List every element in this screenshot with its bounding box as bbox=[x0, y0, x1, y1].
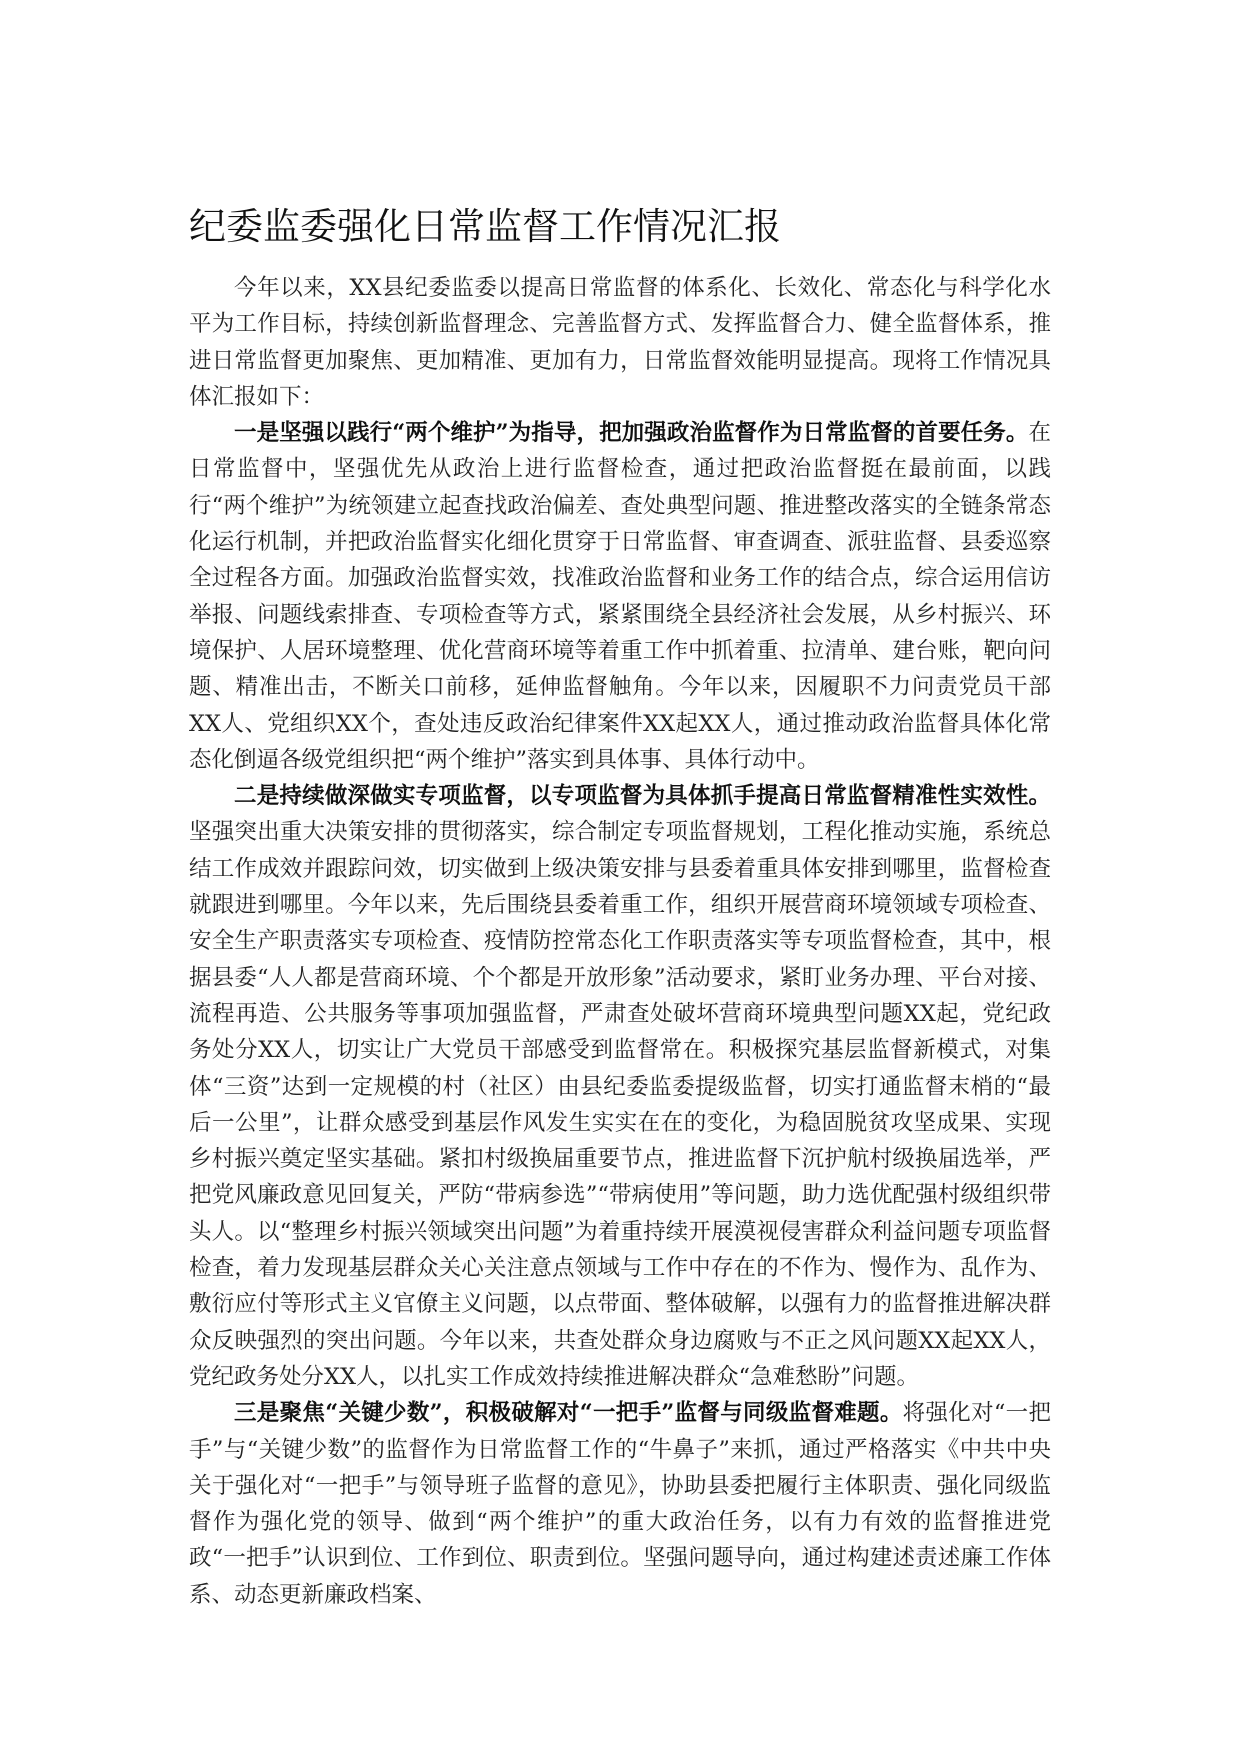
paragraph-lead: 三是聚焦“关键少数”，积极破解对“一把手”监督与同级监督难题。 bbox=[234, 1400, 903, 1427]
paragraph-lead: 二是持续做深做实专项监督，以专项监督为具体抓手提高日常监督精准性实效性。 bbox=[234, 783, 1051, 810]
paragraph-political-supervision bbox=[189, 415, 1051, 778]
paragraph-text: 今年以来，XX县纪委监委以提高日常监督的体系化、长效化、常态化与科学化水平为工作目标，持续创新监督理念、完善监督方式、发挥监督合力、健全监督体系，推进日常监督更加聚焦、更加精准、更加有力，日常监督效能明显提高。现将工作情况具体汇报如下： bbox=[189, 275, 1051, 410]
document-title: 纪委监委强化日常监督工作情况汇报 bbox=[189, 205, 781, 248]
paragraph-text: 在日常监督中，坚强优先从政治上进行监督检查，通过把政治监督挺在最前面，以践行“两个维护”为统领建立起查找政治偏差、查处典型问题、推进整改落实的全链条常态化运行机制，并把政治监督实化细化贯穿于日常监督、审查调查、派驻监督、县委巡察全过程各方面。加强政治监督实效，找准政治监督和业务工作的结合点，综合运用信访举报、问题线索排查、专项检查等方式，紧紧围绕全县经济社会发展，从乡村振兴、环境保护、人居环境整理、优化营商环境等着重工作中抓着重、拉清单、建台账，靶向问题、精准出击，不断关口前移，延伸监督触角。今年以来，因履职不力问责党员干部XX人、党组织XX个，查处违反政治纪律案件XX起XX人，通过推动政治监督具体化常态化倒逼各级党组织把“两个维护”落实到具体事、具体行动中。 bbox=[189, 420, 1051, 773]
paragraph-text: 坚强突出重大决策安排的贯彻落实，综合制定专项监督规划，工程化推动实施，系统总结工作成效并跟踪问效，切实做到上级决策安排与县委着重具体安排到哪里，监督检查就跟进到哪里。今年以来，先后围绕县委着重工作，组织开展营商环境领域专项检查、安全生产职责落实专项检查、疫情防控常态化工作职责落实等专项监督检查，其中，根据县委“人人都是营商环境、个个都是开放形象”活动要求，紧盯业务办理、平台对接、流程再造、公共服务等事项加强监督，严肃查处破坏营商环境典型问题XX起，党纪政务处分XX人，切实让广大党员干部感受到监督常在。积极探究基层监督新模式，对集体“三资”达到一定规模的村（社区）由县纪委监委提级监督，切实打通监督末梢的“最后一公里”，让群众感受到基层作风发生实实在在的变化，为稳固脱贫攻坚成果、实现乡村振兴奠定坚实基础。紧扣村级换届重要节点，推进监督下沉护航村级换届选举，严把党风廉政意见回复关，严防“带病参选”“带病使用”等问题，助力选优配强村级组织带头人。以“整理乡村振兴领域突出问题”为着重持续开展漠视侵害群众利益问题专项监督检查，着力发现基层群众关心关注意点领域与工作中存在的不作为、慢作为、乱作为、敷衍应付等形式主义官僚主义问题，以点带面、整体破解，以强有力的监督推进解决群众反映强烈的突出问题。今年以来，共查处群众身边腐败与不正之风问题XX起XX人，党纪政务处分XX人，以扎实工作成效持续推进解决群众“急难愁盼”问题。 bbox=[189, 819, 1051, 1390]
paragraph-key-minority bbox=[189, 1395, 1051, 1613]
paragraph-special-supervision bbox=[189, 778, 1051, 1395]
document-body bbox=[189, 270, 1051, 1613]
paragraph-intro bbox=[189, 270, 1051, 415]
paragraph-lead: 一是坚强以践行“两个维护”为指导，把加强政治监督作为日常监督的首要任务。 bbox=[234, 420, 1029, 447]
paragraph-text: 将强化对“一把手”与“关键少数”的监督作为日常监督工作的“牛鼻子”来抓，通过严格落实《中共中央关于强化对“一把手”与领导班子监督的意见》，协助县委把履行主体职责、强化同级监督作为强化党的领导、做到“两个维护”的重大政治任务，以有力有效的监督推进党政“一把手”认识到位、工作到位、职责到位。坚强问题导向，通过构建述责述廉工作体系、动态更新廉政档案、 bbox=[189, 1400, 1051, 1608]
